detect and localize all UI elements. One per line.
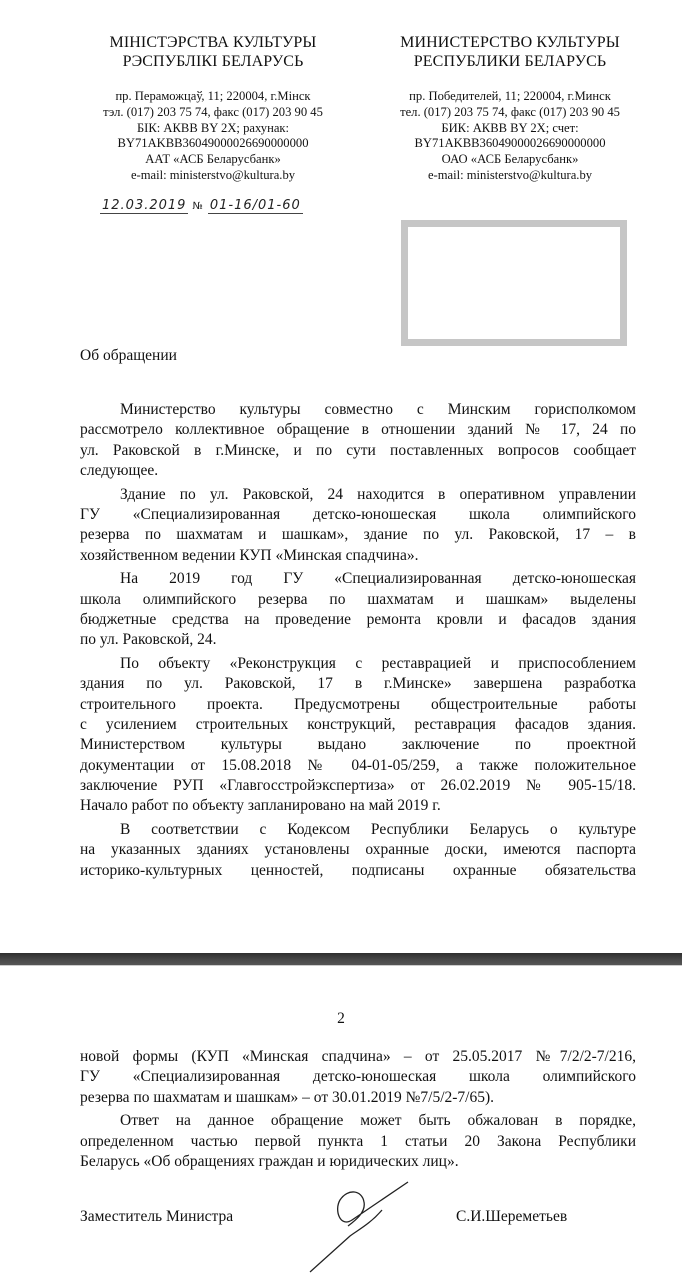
paragraph xyxy=(80,400,636,481)
text-line: Начало работ по объекту запланировано на май 2019 г. xyxy=(80,797,441,815)
redacted-addressee-box xyxy=(401,220,627,346)
text-line: рассмотрело коллективное обращение в отношении зданий № 17, 24 по xyxy=(80,421,636,439)
text-line: новой формы (КУП «Минская спадчина» – от 25.05.2017 №7/2/2-7/216, xyxy=(80,1048,636,1065)
paragraph xyxy=(80,654,636,816)
letter-subject: Об обращении xyxy=(80,347,177,364)
page-break-separator xyxy=(0,953,682,966)
page1-body xyxy=(80,400,636,884)
paragraph xyxy=(80,1111,636,1172)
signatory-name: С.И.Шереметьев xyxy=(456,1208,568,1225)
text-line: Министерством культуры выдано заключение по проектной xyxy=(80,736,636,754)
text-line: резерва по шахматам и шашкам» – от 30.01.2019 №7/5/2-7/65). xyxy=(80,1088,495,1106)
text-line: по ул. Раковской, 24. xyxy=(80,631,217,649)
text-line: заключение РУП «Главгосстройэкспертиза» от 26.02.2019 № 905-15/18. xyxy=(80,776,636,794)
paragraph xyxy=(80,1047,636,1108)
text-line: следующее. xyxy=(80,461,159,479)
page2-body xyxy=(80,1047,636,1176)
text-line: определенном частью первой пункта 1 статьи 20 Закона Республики xyxy=(80,1132,636,1150)
paragraph xyxy=(80,820,636,881)
ministry-title-ru: МИНИСТЕРСТВО КУЛЬТУРЫ РЕСПУБЛИКИ БЕЛАРУСЬ xyxy=(400,34,620,70)
text-line: бюджетные средства на проведение ремонта кровли и фасадов здания xyxy=(80,610,636,628)
text-line: По объекту «Реконструкция с реставрацией и приспособлением xyxy=(120,655,636,673)
ministry-address-ru: пр. Победителей, 11; 220004, г.Минск тел. (017) 203 75 74, факс (017) 203 90 45 БИК: АКВВ BY 2X; счет: BY71AKBB36049000026690000000 ОАО «АСБ Беларусбанк» e-mail: ministerstvo@kultura.by xyxy=(400,89,620,182)
text-line: Ответ на данное обращение может быть обжалован в порядке, xyxy=(120,1112,636,1130)
ministry-address-be: пр. Пераможцаў, 11; 220004, г.Мінск тэл. (017) 203 75 74, факс (017) 203 90 45 БІК: АКВВ BY 2X; рахунак: BY71AKBB36049000026690000000 ААТ «АСБ Беларусбанк» e-mail: ministerstvo@kultura.by xyxy=(103,89,323,182)
text-line: В соответствии с Кодексом Республики Беларусь о культуре xyxy=(120,820,636,838)
text-line: с усилением строительных конструкций, реставрация фасадов здания. xyxy=(80,715,636,733)
paragraph xyxy=(80,485,636,566)
text-line: На 2019 год ГУ «Специализированная детско-юношеская xyxy=(120,570,636,588)
outgoing-date: 12.03.2019 xyxy=(102,198,187,213)
outgoing-number: 01-16/01-60 xyxy=(209,198,301,213)
paragraph xyxy=(80,569,636,650)
text-line: ул. Раковской в г.Минске, и по сути поставленных вопросов сообщает xyxy=(80,441,636,459)
text-line: Министерство культуры совместно с Минским горисполкомом xyxy=(120,401,636,418)
text-line: строительного проекта. Предусмотрены общестроительные работы xyxy=(80,695,636,713)
text-line: Здание по ул. Раковской, 24 находится в оперативном управлении xyxy=(120,485,636,503)
text-line: ГУ «Специализированная детско-юношеская школа олимпийского xyxy=(80,1068,636,1086)
header-belarusian xyxy=(63,33,363,184)
text-line: документации от 15.08.2018 № 04-01-05/259, а также положительное xyxy=(80,756,636,774)
text-line: школа олимпийского резерва по шахматам и шашкам» выделены xyxy=(80,590,636,608)
header-russian xyxy=(360,33,660,184)
text-line: хозяйственном ведении КУП «Минская спадчина». xyxy=(80,546,419,564)
outgoing-date-number xyxy=(100,198,303,213)
handwritten-signature xyxy=(300,1180,440,1275)
text-line: здания по ул. Раковской, 17 в г.Минске» завершена разработка xyxy=(80,675,636,693)
signatory-position: Заместитель Министра xyxy=(80,1208,234,1225)
ministry-title-be: МІНІСТЭРСТВА КУЛЬТУРЫ РЭСПУБЛІКІ БЕЛАРУСЬ xyxy=(109,34,317,70)
text-line: Беларусь «Об обращениях граждан и юридических лиц». xyxy=(80,1152,459,1170)
text-line: историко-культурных ценностей, подписаны охранные обязательства xyxy=(80,861,636,879)
text-line: резерва по шахматам и шашкам», здание по ул. Раковской, 17 – в xyxy=(80,526,636,544)
page-number: 2 xyxy=(337,1010,345,1027)
text-line: на указанных зданиях установлены охранные доски, имеются паспорта xyxy=(80,841,636,859)
text-line: ГУ «Специализированная детско-юношеская школа олимпийского xyxy=(80,505,636,523)
number-sign: № xyxy=(192,201,204,212)
